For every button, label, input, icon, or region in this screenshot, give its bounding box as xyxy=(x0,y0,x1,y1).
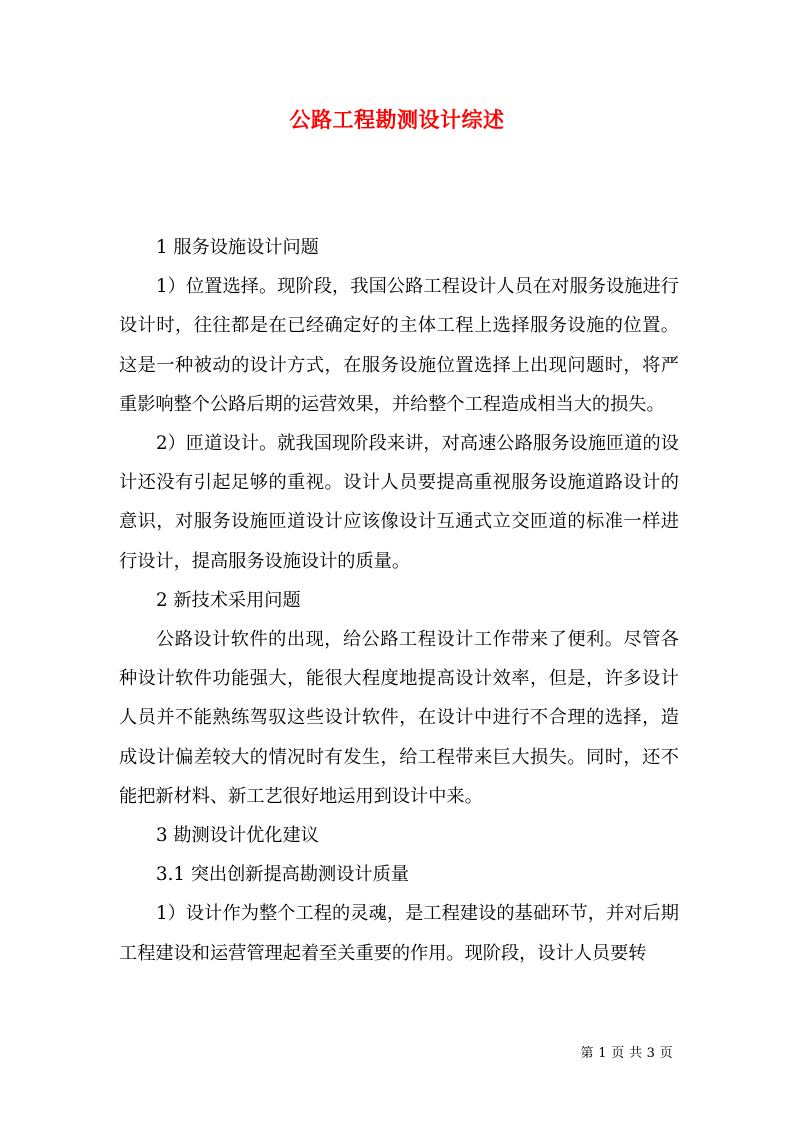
document-title: 公路工程勘测设计综述 xyxy=(289,107,505,132)
paragraph-design-soul: 1）设计作为整个工程的灵魂，是工程建设的基础环节，并对后期工程建设和运营管理起着至关重要的作用。现阶段，设计人员要转 xyxy=(119,903,679,964)
page-number: 第 1 页 共 3 页 xyxy=(580,1046,673,1061)
paragraph-ramp-design: 2）匝道设计。就我国现阶段来讲，对高速公路服务设施匝道的设计还没有引起足够的重视。设计人员要提高重视服务设施道路设计的意识，对服务设施匝道设计应该像设计互通式立交匝道的标准一样进行设计，提高服务设施设计的质量。 xyxy=(119,433,679,572)
paragraph-section-2-heading: 2 新技术采用问题 xyxy=(156,589,301,611)
document-body xyxy=(119,228,679,973)
paragraph-subsection-3-1-heading: 3.1 突出创新提高勘测设计质量 xyxy=(156,864,409,886)
paragraph-design-software: 公路设计软件的出现，给公路工程设计工作带来了便利。尽管各种设计软件功能强大，能很大程度地提高设计效率，但是，许多设计人员并不能熟练驾驭这些设计软件，在设计中进行不合理的选择，造成设计偏差较大的情况时有发生，给工程带来巨大损失。同时，还不能把新材料、新工艺很好地运用到设计中来。 xyxy=(119,629,679,807)
paragraph-section-3-heading: 3 勘测设计优化建议 xyxy=(156,825,319,847)
paragraph-location-selection: 1）位置选择。现阶段，我国公路工程设计人员在对服务设施进行设计时，往往都是在已经确定好的主体工程上选择服务设施的位置。这是一种被动的设计方式，在服务设施位置选择上出现问题时，将严重影响整个公路后期的运营效果，并给整个工程造成相当大的损失。 xyxy=(119,276,679,415)
paragraph-section-1-heading: 1 服务设施设计问题 xyxy=(156,237,319,258)
